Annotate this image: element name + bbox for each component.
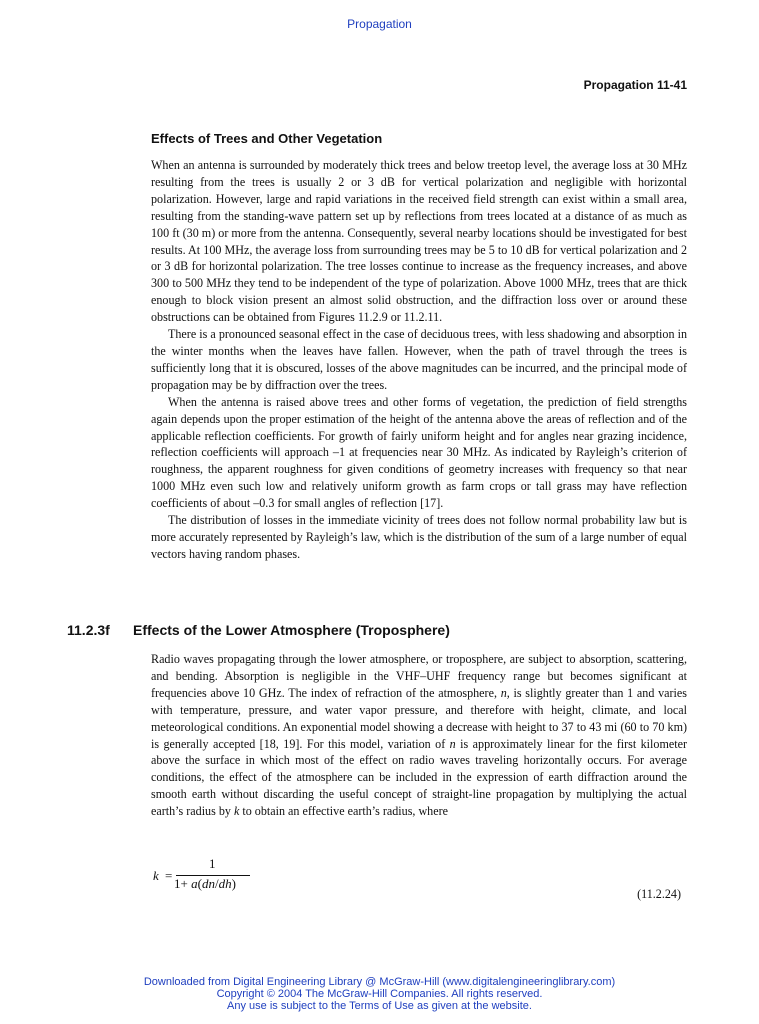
top-propagation-link[interactable]: Propagation <box>347 17 412 31</box>
paragraph: When the antenna is raised above trees and other forms of vegetation, the prediction of field strengths again depends upon the proper estimation of the height of the antenna above the areas of reflection and of the applicable reflection coefficients. For growth of fairly uniform height and for angles near grazing incidence, reflection coefficients will approach –1 at frequencies near 30 MHz. As indicated by Rayleigh’s criterion of roughness, the apparent roughness for given conditions of geometry increases with frequency so that near 1000 MHz even such low and relatively uniform growth as farm crops or tall grass may have reflection coefficients of about –0.3 for small angles of reflection [17]. <box>151 394 687 511</box>
den-open-paren: ( <box>197 876 202 891</box>
text-run: is slightly greater than 1 and varies with temperature, pressure, and water vapor pressure, and therefore with height, climate, and local meteorological conditions. An exponential model showing a decrease with height to 37 to 43 mi (60 to 70 km) is generally accepted [18, 19]. For this model, variation of <box>151 685 687 751</box>
den-a: a <box>191 876 198 891</box>
footer-copyright: Copyright © 2004 The McGraw-Hill Companies. All rights reserved. <box>216 988 543 1000</box>
den-dn: dn <box>201 876 215 891</box>
paragraph <box>151 651 687 820</box>
den-dh: dh <box>218 876 232 891</box>
den-prefix: 1+ <box>174 876 192 891</box>
text-run: Radio waves propagating through the lower atmosphere, or troposphere, are subject to absorption, scattering, and bending. Absorption is negligible in the VHF–UHF frequency range but becomes significant at frequencies above 10 GHz. The index of refraction of the atmosphere, <box>151 652 687 700</box>
variable-n: n, <box>500 685 510 700</box>
subsection-title: Effects of Trees and Other Vegetation <box>151 131 383 146</box>
den-close-paren: ) <box>231 876 236 891</box>
paragraph: The distribution of losses in the immediate vicinity of trees does not follow normal probability law but is more accurately represented by Rayleigh’s law, which is the distribution of the sum of a large number of equal vectors having random phases. <box>151 513 687 561</box>
footer-terms-link[interactable]: Any use is subject to the Terms of Use as given at the website. <box>227 1000 532 1012</box>
running-head: Propagation 11-41 <box>583 78 687 92</box>
variable-n: n <box>449 736 456 751</box>
footer <box>0 976 759 1012</box>
equation-lhs: k <box>153 868 159 883</box>
variable-k: k <box>233 804 240 819</box>
text-run: is approximately linear for the first kilometer above the surface in which most of the effect on radio waves traveling horizontally occurs. For average conditions, the effect of the atmosphere can be included in the expression of earth diffraction around the smooth earth without discarding the useful concept of straight-line propagation by multiplying the actual earth’s radius by <box>151 736 687 819</box>
text-run: to obtain an effective earth’s radius, where <box>239 804 448 819</box>
paragraph: When an antenna is surrounded by moderately thick trees and below treetop level, the average loss at 30 MHz resulting from the trees is usually 2 or 3 dB for vertical polarization and negligible with horizontal polarization. However, large and rapid variations in the received field strength can exist within a small area, resulting from the standing-wave pattern set up by reflections from trees located at a distance of as much as 100 ft (30 m) or more from the antenna. Consequently, several nearby locations should be investigated for best results. At 100 MHz, the average loss from surrounding trees may be 5 to 10 dB for vertical polarization and 2 or 3 dB for horizontal polarization. The tree losses continue to increase as the frequency increases, and above 300 to 500 MHz they tend to be independent of the type of polarization. Above 1000 MHz, trees that are thick enough to block vision present an almost solid obstruction, and the diffraction loss over or around these obstructions can be obtained from Figures 11.2.9 or 11.2.11. <box>151 158 687 325</box>
equation-denominator <box>174 876 236 892</box>
equation-numerator: 1 <box>209 856 216 871</box>
equation-11-2-24 <box>151 856 351 902</box>
trees-text-block <box>151 157 687 563</box>
equation-number: (11.2.24) <box>637 887 681 901</box>
den-slash: / <box>214 876 219 891</box>
section-title: Effects of the Lower Atmosphere (Troposphere) <box>133 622 450 638</box>
section-number: 11.2.3f <box>67 622 110 638</box>
footer-download-link[interactable]: Downloaded from Digital Engineering Library @ McGraw-Hill (www.digitalengineeringlibrary.com) <box>143 976 616 988</box>
troposphere-text-block <box>151 651 687 820</box>
paragraph: There is a pronounced seasonal effect in the case of deciduous trees, with less shadowing and absorption in the winter months when the leaves have fallen. However, when the path of travel through the trees is sufficiently long that it is obscured, losses of the above magnitudes can be incurred, and the principal mode of propagation may be by diffraction over the trees. <box>151 327 687 392</box>
equals-sign: = <box>165 868 173 883</box>
